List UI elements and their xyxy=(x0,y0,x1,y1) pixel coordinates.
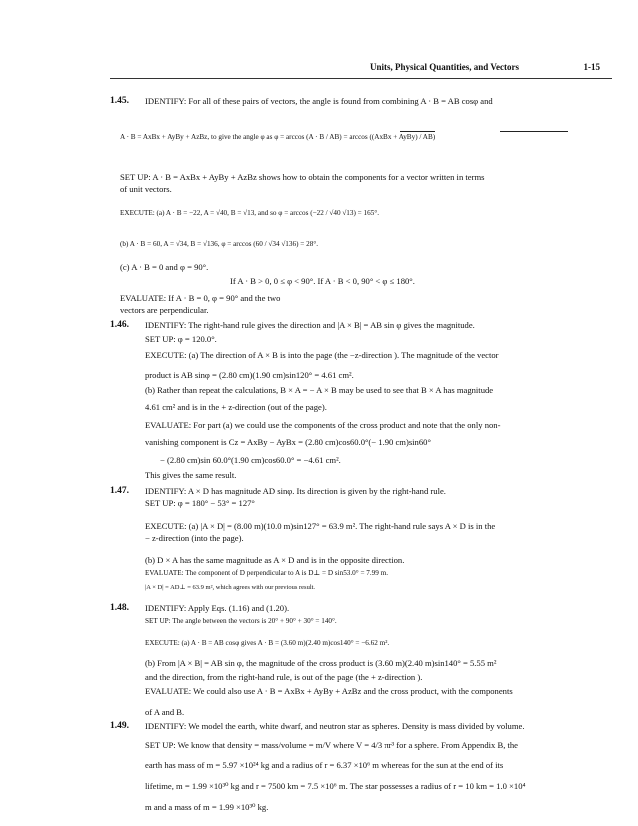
text-line: vectors are perpendicular. xyxy=(120,305,209,315)
text-line: − (2.80 cm)sin 60.0°(1.90 cm)cos60.0° = −4.61 cm². xyxy=(160,455,341,465)
problem-number: 1.46. xyxy=(110,320,129,330)
text-line: SET UP: The angle between the vectors is 20° + 90° + 30° = 140°. xyxy=(145,617,337,625)
text-line: A · B = AxBx + AyBy + AzBz, to give the angle φ as φ = arccos (A · B / AB) = arccos ((AxBx + AyBy) / AB) xyxy=(120,133,436,141)
header-rule xyxy=(110,78,612,79)
text-line: earth has mass of m = 5.97 ×10²⁴ kg and a radius of r = 6.37 ×10⁶ m whereas for the sun at the end of its xyxy=(145,760,504,770)
text-line: m and a mass of m = 1.99 ×10³⁰ kg. xyxy=(145,802,269,812)
text-line: EVALUATE: The component of D perpendicular to A is D⊥ = D sin53.0° = 7.99 m. xyxy=(145,569,389,577)
text-line: IDENTIFY: The right-hand rule gives the direction and |A × B| = AB sin φ gives the magnitude. xyxy=(145,320,475,330)
text-line: SET UP: We know that density = mass/volume = m/V where V = 4/3 πr³ for a sphere. From Appendix B, the xyxy=(145,740,518,750)
header-page-number: 1-15 xyxy=(583,62,600,72)
text-line: IDENTIFY: A × D has magnitude AD sinφ. Its direction is given by the right-hand rule. xyxy=(145,486,446,496)
text-line: EXECUTE: (a) The direction of A × B is into the page (the −z-direction ). The magnitude of the vector xyxy=(145,350,499,360)
text-line: (b) D × A has the same magnitude as A × D and is in the opposite direction. xyxy=(145,555,405,565)
text-line: If A · B > 0, 0 ≤ φ < 90°. If A · B < 0, 90° < φ ≤ 180°. xyxy=(230,276,415,286)
text-line: EVALUATE: We could also use A · B = AxBx + AyBy + AzBz and the cross product, with the components xyxy=(145,686,513,696)
text-line: EXECUTE: (a) A · B = AB cosφ gives A · B = (3.60 m)(2.40 m)cos140° = −6.62 m². xyxy=(145,639,390,647)
text-line: EVALUATE: If A · B = 0, φ = 90° and the two xyxy=(120,293,281,303)
text-line: SET UP: φ = 180° − 53° = 127° xyxy=(145,498,255,508)
text-line: (b) From |A × B| = AB sin φ, the magnitude of the cross product is (3.60 m)(2.40 m)sin140° = 5.55 m² xyxy=(145,658,497,668)
text-line: This gives the same result. xyxy=(145,470,237,480)
problem-number: 1.45. xyxy=(110,96,129,106)
problem-number: 1.48. xyxy=(110,603,129,613)
text-line: − z-direction (into the page). xyxy=(145,533,244,543)
text-line: IDENTIFY: Apply Eqs. (1.16) and (1.20). xyxy=(145,603,290,613)
text-line: (b) Rather than repeat the calculations, B × A = − A × B may be used to see that B × A has magnitude xyxy=(145,385,494,395)
text-line: (b) A · B = 60, A = √34, B = √136, φ = arccos (60 / √34 √136) = 28°. xyxy=(120,240,318,248)
text-line: SET UP: φ = 120.0°. xyxy=(145,334,217,344)
text-line: lifetime, m = 1.99 ×10³⁰ kg and r = 7500 km = 7.5 ×10⁶ m. The star possesses a radius of r = 10 km = 1.0 ×10⁴ xyxy=(145,781,526,791)
text-line: IDENTIFY: We model the earth, white dwarf, and neutron star as spheres. Density is mass divided by volume. xyxy=(145,721,525,731)
text-line: and the direction, from the right-hand rule, is out of the page (the + z-direction ). xyxy=(145,672,423,682)
text-line: 4.61 cm² and is in the + z-direction (out of the page). xyxy=(145,402,327,412)
problem-number: 1.49. xyxy=(110,721,129,731)
text-line: IDENTIFY: For all of these pairs of vectors, the angle is found from combining A · B = AB cosφ and xyxy=(145,96,493,106)
text-line: EXECUTE: (a) A · B = −22, A = √40, B = √13, and so φ = arccos (−22 / √40 √13) = 165°. xyxy=(120,209,379,217)
text-line: |A × D| = AD⊥ = 63.9 m², which agrees with our previous result. xyxy=(145,584,316,591)
header-title: Units, Physical Quantities, and Vectors xyxy=(370,62,520,72)
text-line: of A and B. xyxy=(145,707,185,717)
running-header xyxy=(370,62,600,73)
problem-number: 1.47. xyxy=(110,486,129,496)
text-line: SET UP: A · B = AxBx + AyBy + AzBz shows how to obtain the components for a vector written in terms xyxy=(120,172,485,182)
text-line: (c) A · B = 0 and φ = 90°. xyxy=(120,262,209,272)
text-line: product is AB sinφ = (2.80 cm)(1.90 cm)sin120° = 4.61 cm². xyxy=(145,370,354,380)
text-line: vanishing component is Cz = AxBy − AyBx = (2.80 cm)cos60.0°(− 1.90 cm)sin60° xyxy=(145,437,431,447)
fraction-bar xyxy=(400,131,435,132)
text-line: EXECUTE: (a) |A × D| = (8.00 m)(10.0 m)sin127° = 63.9 m². The right-hand rule says A × D is in the xyxy=(145,521,496,531)
text-line: EVALUATE: For part (a) we could use the components of the cross product and note that the only non- xyxy=(145,420,501,430)
fraction-bar xyxy=(500,131,568,132)
text-line: of unit vectors. xyxy=(120,184,172,194)
